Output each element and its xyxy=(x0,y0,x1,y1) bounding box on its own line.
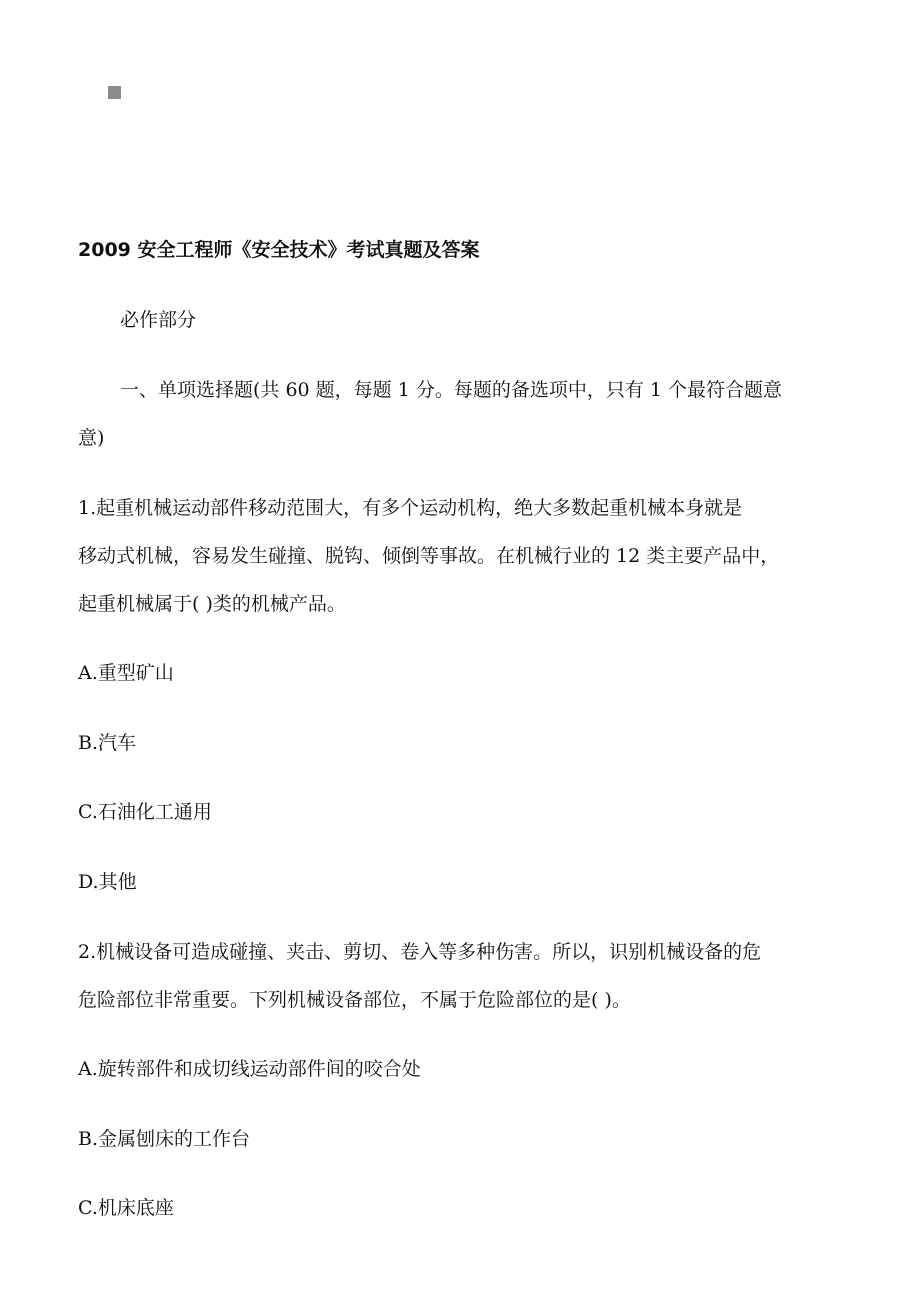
question-2-text: 2.机械设备可造成碰撞、夹击、剪切、卷入等多种伤害。所以，识别机械设备的危 xyxy=(78,941,762,963)
question-1-option-a: A.重型矿山 xyxy=(78,662,174,684)
question-1-text: 起重机械属于( )类的机械产品。 xyxy=(78,593,346,615)
instruction-text: 一、单项选择题(共 60 题，每题 1 分。每题的备选项中，只有 1 个最符合题意 xyxy=(120,379,783,401)
question-1-text: 1.起重机械运动部件移动范围大，有多个运动机构，绝大多数起重机械本身就是 xyxy=(78,497,743,519)
document-title: 2009 安全工程师《安全技术》考试真题及答案 xyxy=(78,239,480,261)
section-heading: 必作部分 xyxy=(120,309,197,331)
question-2-option-a: A.旋转部件和成切线运动部件间的咬合处 xyxy=(78,1058,421,1080)
question-2-text: 危险部位非常重要。下列机械设备部位，不属于危险部位的是( )。 xyxy=(78,989,631,1011)
question-1-text: 移动式机械，容易发生碰撞、脱钩、倾倒等事故。在机械行业的 12 类主要产品中， xyxy=(78,545,780,567)
question-1-option-d: D.其他 xyxy=(78,871,137,893)
question-2-option-c: C.机床底座 xyxy=(78,1197,174,1219)
question-2-option-b: B.金属刨床的工作台 xyxy=(78,1128,251,1150)
question-1-option-c: C.石油化工通用 xyxy=(78,801,212,823)
square-bullet-icon xyxy=(108,86,121,99)
instruction-text-continued: 意) xyxy=(78,427,105,449)
question-1-option-b: B.汽车 xyxy=(78,732,137,754)
